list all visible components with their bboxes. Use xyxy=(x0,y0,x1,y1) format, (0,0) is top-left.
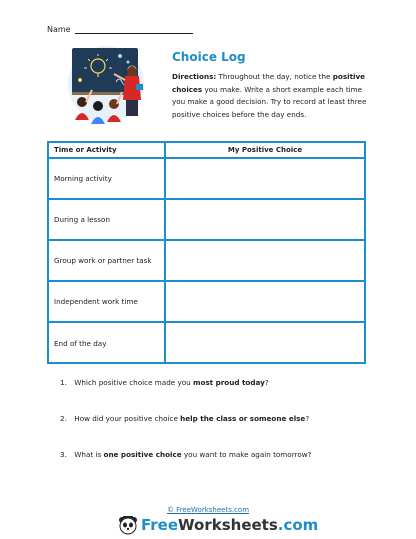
question-bold: one positive choice xyxy=(103,450,182,459)
directions-bold: positive choices xyxy=(172,72,366,94)
choice-log-table xyxy=(47,141,366,364)
choice-entry-cell[interactable] xyxy=(166,241,364,280)
directions-label: Directions: xyxy=(172,72,217,81)
question-number: 1. xyxy=(60,378,67,387)
question-item xyxy=(60,378,370,414)
footer-logo[interactable] xyxy=(118,515,318,535)
logo-worksheets: Worksheets xyxy=(178,516,278,534)
footer-copyright-link[interactable]: © FreeWorksheets.com xyxy=(166,506,250,514)
question-item xyxy=(60,414,370,450)
directions-text-1: Throughout the day, notice the xyxy=(216,72,333,81)
table-row xyxy=(49,200,364,241)
question-text: Which positive choice made you xyxy=(74,378,193,387)
row-label: Independent work time xyxy=(49,282,166,321)
panda-logo-icon xyxy=(118,515,138,535)
table-row xyxy=(49,323,364,363)
page-title: Choice Log xyxy=(172,50,246,64)
question-bold: help the class or someone else xyxy=(180,414,306,423)
classroom-illustration xyxy=(66,44,154,124)
name-input-line[interactable] xyxy=(75,26,193,34)
choice-entry-cell[interactable] xyxy=(166,282,364,321)
name-field-row xyxy=(47,25,193,34)
table-row xyxy=(49,282,364,323)
question-text-end: ? xyxy=(264,378,269,387)
row-label: Group work or partner task xyxy=(49,241,166,280)
reflection-questions xyxy=(60,378,370,486)
header-positive-choice: My Positive Choice xyxy=(227,146,303,154)
header-time-activity: Time or Activity xyxy=(49,143,166,157)
choice-entry-cell[interactable] xyxy=(166,159,364,198)
name-label: Name xyxy=(47,25,71,34)
logo-wordmark xyxy=(141,516,318,534)
question-number: 3. xyxy=(60,450,67,459)
table-row xyxy=(49,159,364,200)
row-label: End of the day xyxy=(49,323,166,363)
question-number: 2. xyxy=(60,414,67,423)
table-header xyxy=(49,143,364,159)
table-row xyxy=(49,241,364,282)
logo-free: Free xyxy=(141,516,179,534)
row-label: During a lesson xyxy=(49,200,166,239)
question-bold: most proud today xyxy=(192,378,265,387)
row-label: Morning activity xyxy=(49,159,166,198)
question-text-end: ? xyxy=(305,414,310,423)
question-text: How did your positive choice xyxy=(74,414,181,423)
question-text-end: you want to make again tomorrow? xyxy=(181,450,312,459)
question-text: What is xyxy=(74,450,104,459)
choice-entry-cell[interactable] xyxy=(166,323,364,363)
logo-domain: .com xyxy=(277,516,319,534)
choice-entry-cell[interactable] xyxy=(166,200,364,239)
directions-text-2: you make. Write a short example each time you make a good decision. Try to record at least three positive choices before the day ends. xyxy=(172,84,367,119)
directions-text xyxy=(172,71,372,121)
question-item xyxy=(60,450,370,486)
